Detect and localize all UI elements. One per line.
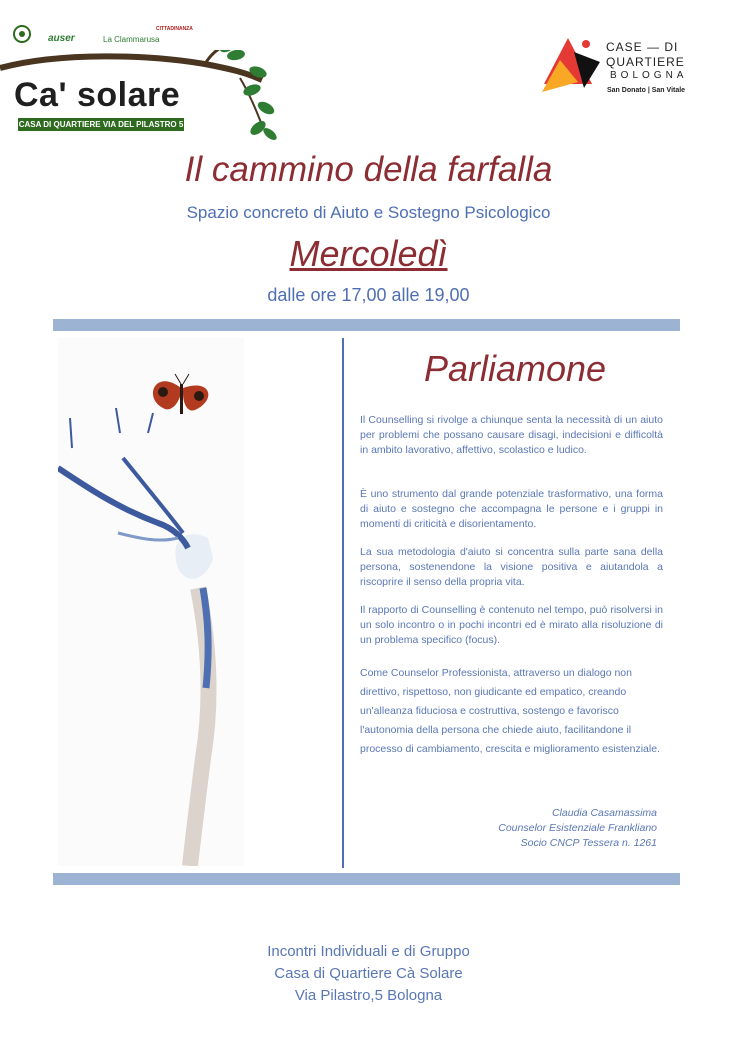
sponsor-logo-auser: auser xyxy=(48,33,75,44)
content-heading: Parliamone xyxy=(423,348,607,389)
paragraph-5: Come Counselor Professionista, attraverso un dialogo non direttivo, rispettoso, non giudicante ed empatico, creando un'alleanza fiduciosa e costruttiva, sostengo e favorisco l'autonomia della persona che chiede aiuto, facilitandone il processo di cambiamento, crescita e miglioramento esistenziale. xyxy=(360,667,660,755)
case-di-quartiere-logo xyxy=(538,32,604,98)
signature-role: Counselor Esistenziale Frankliano xyxy=(498,822,657,834)
footer-line-1: Incontri Individuali e di Gruppo xyxy=(267,943,470,960)
signature-member: Socio CNCP Tessera n. 1261 xyxy=(520,837,657,849)
top-divider-bar xyxy=(53,319,680,331)
paragraph-3: La sua metodologia d'aiuto si concentra sulla parte sana della persona, sostenendone la visione positiva e aiutandola a riscoprire il senso della propria vita. xyxy=(360,546,663,588)
event-subtitle: Spazio concreto di Aiuto e Sostegno Psicologico xyxy=(186,203,551,222)
paragraph-1: Il Counselling si rivolge a chiunque senta la necessità di un aiuto per problemi che possano causare disagi, indecisioni e difficoltà in ambito lavorativo, affettivo, scolastico e ludico. xyxy=(360,414,663,456)
partner-line-3: BOLOGNA xyxy=(610,70,688,81)
vertical-divider xyxy=(342,338,344,868)
event-title: Il cammino della farfalla xyxy=(184,150,553,189)
paragraph-4: Il rapporto di Counselling è contenuto nel tempo, può risolversi in un solo incontro o in pochi incontri ed è mirato alla risoluzione di un problema specifico (focus). xyxy=(360,604,663,646)
paragraph-2: È uno strumento dal grande potenziale trasformativo, una forma di aiuto e sostegno che accompagna le persone e i gruppi in momenti di criticità e disorientamento. xyxy=(360,488,663,530)
signature-name: Claudia Casamassima xyxy=(551,807,657,819)
sponsor-logo-cittadinanza: CITTADINANZA xyxy=(156,26,193,32)
partner-line-4: San Donato | San Vitale xyxy=(607,87,686,94)
brand-subtitle: CASA DI QUARTIERE VIA DEL PILASTRO 5 xyxy=(18,120,184,129)
butterfly-artwork xyxy=(58,338,244,866)
bottom-divider-bar xyxy=(53,873,680,885)
sponsor-logo-1 xyxy=(12,24,32,46)
partner-line-1: CASE — DI xyxy=(606,40,679,54)
event-day: Mercoledì xyxy=(289,233,448,274)
partner-line-2: QUARTIERE xyxy=(606,55,685,69)
footer-line-2: Casa di Quartiere Cà Solare xyxy=(274,965,463,982)
event-hours: dalle ore 17,00 alle 19,00 xyxy=(267,285,470,305)
footer-line-3: Via Pilastro,5 Bologna xyxy=(294,987,443,1004)
sponsor-logo-clammarusa: La Clammarusa xyxy=(103,35,160,44)
brand-title: Ca' solare xyxy=(14,76,181,114)
